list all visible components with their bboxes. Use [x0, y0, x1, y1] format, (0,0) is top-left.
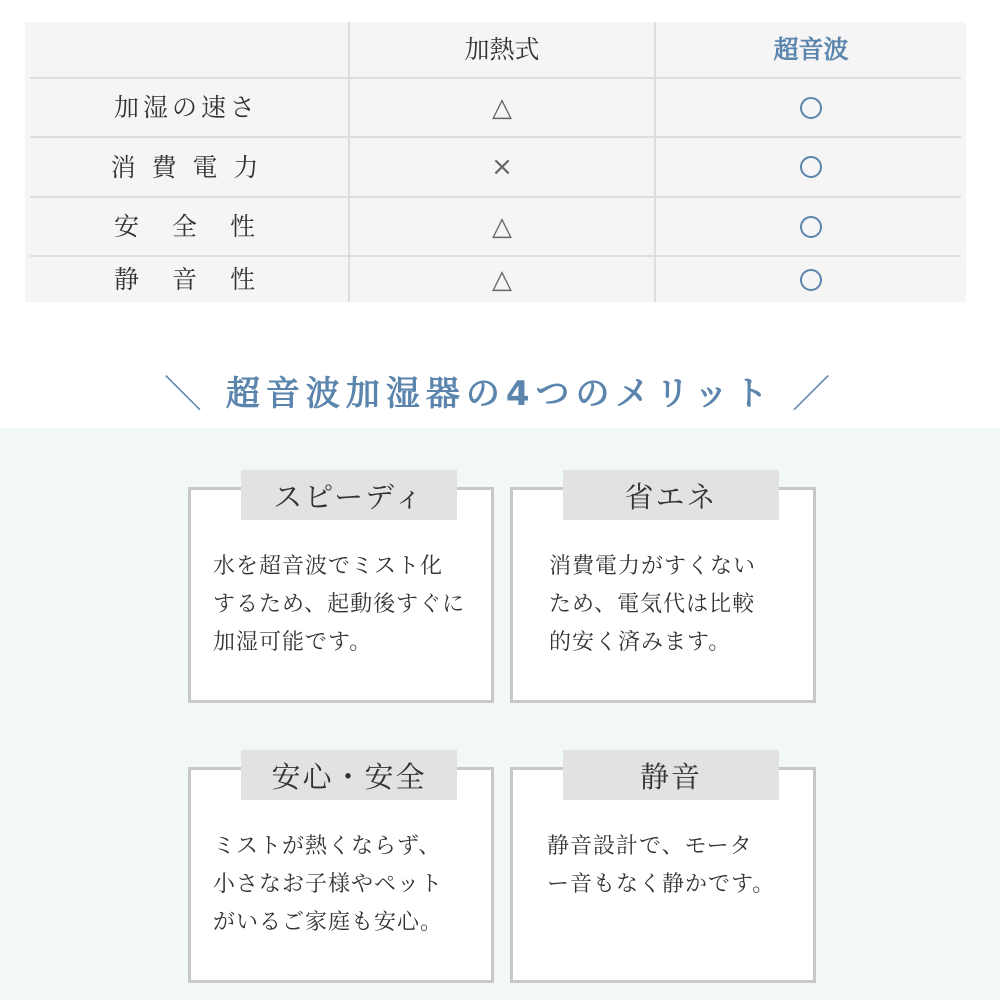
- row-label-safety: 安 全 性: [113, 212, 259, 241]
- merit-card-quiet: [510, 759, 816, 983]
- merit-body: 消費電力がすくない ため、電気代は比較 的安く済みます。: [549, 554, 757, 655]
- header-ultrasonic: 超音波: [773, 35, 849, 64]
- row-label-quiet: 静 音 性: [113, 265, 259, 294]
- merit-body: 静音設計で、モータ ー音もなく静かです。: [547, 834, 776, 897]
- slash-mark: ／: [792, 371, 837, 416]
- ultrasonic-quiet-mark: [656, 257, 966, 302]
- header-heating: 加熱式: [464, 35, 540, 64]
- merit-body: 水を超音波でミスト化 するため、起動後すぐに 加湿可能です。: [213, 554, 466, 655]
- heating-power-mark: ×: [491, 152, 513, 182]
- comparison-table: [25, 22, 966, 302]
- circle-icon: [800, 269, 822, 291]
- merit-title: 安心・安全: [241, 750, 457, 800]
- merit-title: 静音: [563, 750, 779, 800]
- ultrasonic-power-mark: [656, 138, 966, 196]
- heating-speed-mark: △: [492, 92, 512, 123]
- ultrasonic-speed-mark: [656, 79, 966, 136]
- circle-icon: [800, 156, 822, 178]
- row-label-power: 消 費 電 力: [110, 152, 263, 182]
- section-heading: [0, 355, 1000, 425]
- merits-section: [0, 428, 1000, 1000]
- circle-icon: [800, 216, 822, 238]
- backslash-mark: ＼: [163, 371, 208, 416]
- merit-card-speedy: [188, 479, 494, 703]
- heating-safety-mark: △: [492, 211, 512, 242]
- merit-card-safety: [188, 759, 494, 983]
- merit-title: 省エネ: [563, 470, 779, 520]
- merit-title: スピーディ: [241, 470, 457, 520]
- circle-icon: [800, 97, 822, 119]
- merit-body: ミストが熱くならず、 小さなお子様やペット がいるご家庭も安心。: [213, 834, 444, 935]
- row-label-speed: 加湿の速さ: [113, 93, 259, 122]
- heading-text: 超音波加湿器の4つのメリット: [225, 373, 775, 414]
- merit-card-energy: [510, 479, 816, 703]
- ultrasonic-safety-mark: [656, 198, 966, 255]
- heating-quiet-mark: △: [492, 264, 512, 295]
